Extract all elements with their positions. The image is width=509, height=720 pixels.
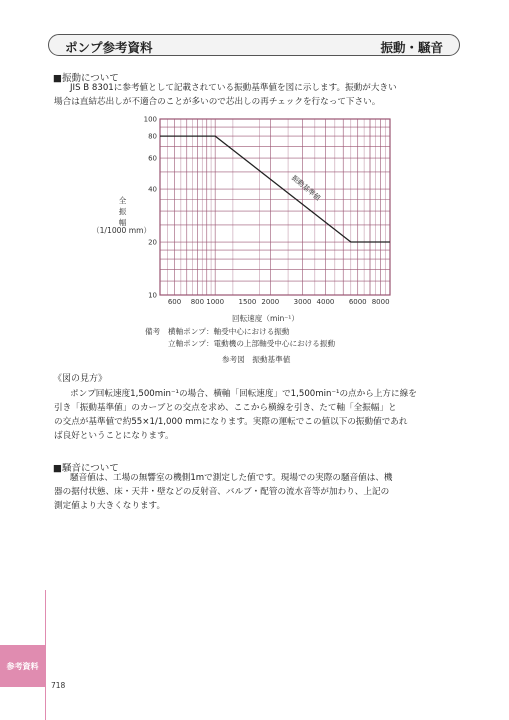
x-tick-label: 2000 xyxy=(261,298,280,306)
howto-line-1: ポンプ回転速度1,500min⁻¹の場合、横軸「回転速度」で1,500min⁻¹の点から上方に線を xyxy=(70,389,417,399)
y-tick-label: 60 xyxy=(148,154,157,163)
page-number: 718 xyxy=(51,681,66,690)
x-tick-label: 1000 xyxy=(206,298,225,306)
x-tick-label: 3000 xyxy=(293,298,312,306)
side-tab-label: 参考資料 xyxy=(6,662,39,671)
howto-line-2: 引き「振動基準値」のカーブとの交点を求め、ここから横線を引き、たて軸「全振幅」と xyxy=(54,403,397,413)
notes-line-1: 横軸ポンプ：軸受中心における振動 xyxy=(168,327,290,336)
noise-line-3: 測定値より大きくなります。 xyxy=(54,501,166,511)
y-axis-label-char-2: 振 xyxy=(118,207,127,216)
y-tick-label: 80 xyxy=(148,132,157,141)
x-tick-label: 6000 xyxy=(348,298,367,306)
x-tick-label: 800 xyxy=(190,298,205,306)
noise-heading: ■騒音について xyxy=(53,463,119,474)
y-tick-label: 40 xyxy=(148,185,157,194)
vibration-heading: ■振動について xyxy=(53,73,119,84)
noise-line-1: 騒音値は、工場の無響室の機側1mで測定した値です。現場での実際の騒音値は、機 xyxy=(70,473,393,483)
series-label: 振動基準値 xyxy=(289,173,322,203)
page-header xyxy=(48,34,460,56)
y-tick-label: 10 xyxy=(148,291,157,300)
vibration-chart xyxy=(112,112,402,327)
x-tick-label: 1500 xyxy=(238,298,257,306)
vibration-line-1: JIS B 8301に参考値として記載されている振動基準値を図に示します。振動が大きい xyxy=(70,83,397,93)
howto-line-3: の交点が基準値で約55×1/1,000 mmになります。実際の運転でこの値以下の振動値であれ xyxy=(54,417,408,427)
side-accent-line xyxy=(45,590,46,720)
chart-grid xyxy=(160,119,390,295)
vibration-line-2: 場合は直結芯出しが不適合のことが多いので芯出しの再チェックを行なって下さい。 xyxy=(54,97,381,107)
x-axis-label: 回転速度（min⁻¹） xyxy=(232,314,299,323)
x-tick-label: 4000 xyxy=(316,298,335,306)
y-axis-label-char-1: 全 xyxy=(118,196,127,205)
y-axis-unit: （1/1000 mm） xyxy=(92,226,152,235)
notes-label: 備考 xyxy=(145,327,161,336)
y-tick-label: 20 xyxy=(148,238,157,247)
howto-line-4: ば良好ということになります。 xyxy=(54,431,174,441)
notes-line-2: 立軸ポンプ：電動機の上部軸受中心における振動 xyxy=(168,339,336,348)
noise-line-2: 器の据付状態、床・天井・壁などの反射音、バルブ・配管の流水音等が加わり、上記の xyxy=(54,487,390,497)
plot-frame xyxy=(160,119,390,295)
header-title: ポンプ参考資料 xyxy=(65,40,153,55)
y-tick-label: 100 xyxy=(143,115,157,124)
side-tab[interactable] xyxy=(0,645,45,687)
x-tick-label: 600 xyxy=(167,298,182,306)
y-axis-label-char-3: 幅 xyxy=(118,218,127,227)
x-tick-label: 8000 xyxy=(371,298,390,306)
header-topic: 振動・騒音 xyxy=(380,40,443,55)
figure-caption: 参考図 振動基準値 xyxy=(222,355,291,364)
howto-heading: 《図の見方》 xyxy=(53,374,108,384)
y-axis-label xyxy=(110,195,135,228)
